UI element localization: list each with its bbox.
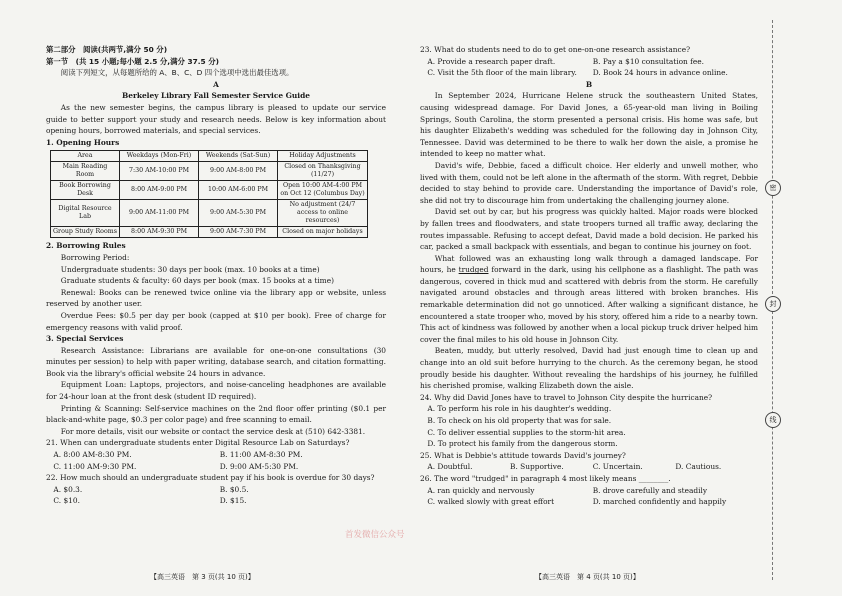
option[interactable]: B. Supportive. [510, 462, 564, 472]
left-column [46, 44, 386, 507]
contact-info: For more details, visit our website or contact the service desk at (510) 642-3381. [60, 426, 366, 436]
right-footer: 【高三英语 第 4 页(共 10 页)】 [535, 573, 640, 581]
q21-options [46, 449, 386, 472]
question-25: 25. What is Debbie's attitude towards David's journey? [420, 450, 626, 460]
question-24: 24. Why did David Jones have to travel to Johnson City despite the hurricane? [420, 392, 713, 402]
option[interactable]: A. ran quickly and nervously [427, 485, 535, 495]
left-footer: 【高三英语 第 3 页(共 10 页)】 [150, 573, 255, 581]
option[interactable]: B. Pay a $10 consultation fee. [592, 56, 704, 66]
option[interactable]: B. To check on his old property that was for sale. [427, 416, 612, 425]
table-cell: Group Study Rooms [51, 227, 120, 238]
binding-mark: 密 [765, 180, 781, 196]
intro-paragraph: As the new semester begins, the campus library is pleased to update our service guide to better support your study and research needs. Below is key information about opening hours, borrowed materials, and special services. [46, 102, 386, 136]
table-header-row [51, 151, 368, 162]
table-cell: 10:00 AM-6:00 PM [199, 181, 278, 200]
option[interactable]: A. Provide a research paper draft. [427, 56, 556, 66]
option[interactable]: C. Uncertain. [592, 462, 643, 472]
option[interactable]: C. walked slowly with great effort [427, 497, 555, 507]
option[interactable]: D. To protect his family from the dangerous storm. [427, 439, 618, 449]
table-cell: 9:00 AM-8:00 PM [199, 162, 278, 181]
table-cell: 9:00 AM-5:30 PM [199, 200, 278, 227]
story-paragraph-5: Beaten, muddy, but utterly resolved, David had just enough time to clean up and change into an old suit before hurrying to the church. As the ceremony began, he stood proudly beside his daughter. Without revealing the hardships of his journey, he fulfilled his cherished promise, walking Elizabeth down the aisle. [420, 346, 758, 391]
table-header-cell: Area [51, 151, 120, 162]
table-cell: Main Reading Room [51, 162, 120, 181]
table-cell: 8:00 AM-9:00 PM [120, 181, 199, 200]
table-cell: 7:30 AM-10:00 PM [120, 162, 199, 181]
right-column [420, 44, 758, 508]
q23-options [420, 56, 758, 79]
question-22: 22. How much should an undergraduate student pay if his book is overdue for 30 days? [46, 473, 375, 483]
table-cell: 9:00 AM-7:30 PM [199, 227, 278, 238]
option[interactable]: D. 9:00 AM-5:30 PM. [219, 461, 299, 471]
option[interactable]: C. $10. [53, 496, 80, 506]
option[interactable]: D. Cautious. [675, 462, 722, 472]
question-23: 23. What do students need to do to get one-on-one research assistance? [420, 45, 691, 54]
undergrad-rule: Undergraduate students: 30 days per book (max. 10 books at a time) [60, 264, 320, 274]
table-cell: Book Borrowing Desk [51, 181, 120, 200]
research-assistance: Research Assistance: Librarians are available for one-on-one consultations (30 minutes per session) to help with paper writing, database search, and citation formatting. Book via the library's official website 24 hours in advance. [46, 345, 386, 378]
graduate-rule: Graduate students & faculty: 60 days per book (max. 15 books at a time) [60, 276, 334, 286]
question-21: 21. When can undergraduate students enter Digital Resource Lab on Saturdays? [46, 438, 350, 448]
overdue-rule: Overdue Fees: $0.5 per day per book (capped at $10 per book). Free of charge for emergency reasons with valid proof. [46, 310, 386, 332]
renewal-rule: Renewal: Books can be renewed twice online via the library app or website, unless reserved by another user. [46, 287, 386, 309]
story-paragraph-1: In September 2024, Hurricane Helene struck the southeastern United States, causing widespread damage. For David Jones, a 65-year-old man living in Boiling Springs, South Carolina, the storm presented a personal crisis. His home was safe, but his daughter Elizabeth's wedding was scheduled for the following day in Johnson City, Tennessee. David was determined to be there to walk her down the aisle, a promise he intended to keep no matter what. [420, 91, 758, 159]
passage-letter-b: B [585, 79, 593, 89]
option[interactable]: B. $0.5. [219, 484, 249, 494]
table-cell: 9:00 AM-11:00 PM [120, 200, 199, 227]
watermark: 首发微信公众号 [345, 530, 405, 540]
q25-options [420, 461, 758, 473]
part-title: 第二部分 阅读(共两节,满分 50 分) [46, 45, 168, 54]
passage-letter-a: A [213, 79, 219, 89]
option[interactable]: C. To deliver essential supplies to the storm-hit area. [427, 427, 626, 437]
question-26: 26. The word "trudged" in paragraph 4 most likely means ________. [420, 473, 671, 483]
opening-hours-heading: 1. Opening Hours [46, 137, 120, 147]
option[interactable]: C. 11:00 AM-9:30 PM. [53, 461, 137, 471]
table-cell: Closed on major holidays [278, 227, 368, 238]
table-row [51, 200, 368, 227]
story-paragraph-4 [420, 253, 758, 346]
table-cell: 8:00 AM-9:30 PM [120, 227, 199, 238]
passage-title: Berkeley Library Fall Semester Service Guide [122, 91, 310, 101]
table-row [51, 181, 368, 200]
underlined-word-trudged: trudged [458, 265, 489, 275]
borrowing-rules-heading: 2. Borrowing Rules [46, 241, 126, 251]
special-services-heading: 3. Special Services [46, 334, 124, 344]
binding-mark: 封 [765, 296, 781, 312]
table-header-cell: Weekends (Sat-Sun) [199, 151, 278, 162]
table-cell: Open 10:00 AM-4:00 PM on Oct 12 (Columbus Day) [278, 181, 368, 200]
option[interactable]: A. $0.3. [53, 484, 83, 494]
table-cell: Digital Resource Lab [51, 200, 120, 227]
option[interactable]: B. drove carefully and steadily [592, 485, 708, 495]
table-row [51, 162, 368, 181]
paragraph-text: What followed was an exhausting long walk through a damaged landscape. For hours, he [420, 253, 758, 275]
q26-options [420, 485, 758, 508]
borrowing-period: Borrowing Period: [60, 252, 130, 262]
table-header-cell: Weekdays (Mon-Fri) [120, 151, 199, 162]
instruction: 阅读下列短文，从每题所给的 A、B、C、D 四个选项中选出最佳选项。 [60, 68, 294, 78]
option[interactable]: A. To perform his role in his daughter's wedding. [427, 404, 612, 414]
binding-mark: 线 [765, 412, 781, 428]
equipment-loan: Equipment Loan: Laptops, projectors, and noise-canceling headphones are available for 24-hour loan at the front desk (student ID required). [46, 380, 386, 402]
opening-hours-table [50, 150, 368, 238]
option[interactable]: D. marched confidently and happily [592, 497, 727, 507]
table-row [51, 227, 368, 238]
option[interactable]: D. Book 24 hours in advance online. [592, 68, 728, 78]
option[interactable]: A. Doubtful. [427, 462, 473, 472]
option[interactable]: C. Visit the 5th floor of the main library. [427, 68, 577, 78]
option[interactable]: D. $15. [219, 496, 247, 506]
paragraph-text: forward in the dark, using his cellphone as a flashlight. The path was dangerous, covered in thick mud and scattered with debris from the storm. He carefully navigated around obstacles and through areas littered with broken branches. His remarkable determination did not go unnoticed. After walking a significant distance, he encountered a state trooper who, moved by his story, offered him a ride to a nearby town. This act of kindness was followed by another when a local pickup truck driver helped him cover the final miles to his old house in Johnson City. [420, 265, 758, 344]
story-paragraph-2: David's wife, Debbie, faced a difficult choice. Her elderly and unwell mother, who lived with them, could not be left alone in the aftermath of the storm. With regret, Debbie decided to stay behind to provide care. Understanding the importance of David's role, she did not try to discourage him from undertaking the challenging journey alone. [420, 160, 758, 205]
q22-options [46, 484, 386, 507]
table-cell: Closed on Thanksgiving (11/27) [278, 162, 368, 181]
section-title: 第一节 (共 15 小题;每小题 2.5 分,满分 37.5 分) [46, 56, 220, 66]
option[interactable]: A. 8:00 AM-8:30 PM. [53, 450, 132, 460]
option[interactable]: B. 11:00 AM-8:30 PM. [219, 450, 303, 460]
table-cell: No adjustment (24/7 access to online resources) [278, 200, 368, 227]
printing-scanning: Printing & Scanning: Self-service machines on the 2nd floor offer printing ($0.1 per black-and-white page, $0.3 per color page) and free scanning to email. [46, 403, 386, 425]
story-paragraph-3: David set out by car, but his progress was quickly halted. Major roads were blocked by fallen trees and floodwaters, and state troopers turned all traffic away, declaring the routes impassable. Refusing to accept defeat, David made a bold decision. He parked his car, packed a small backpack with essentials, and began to continue his journey on foot. [420, 207, 758, 252]
table-header-cell: Holiday Adjustments [278, 151, 368, 162]
